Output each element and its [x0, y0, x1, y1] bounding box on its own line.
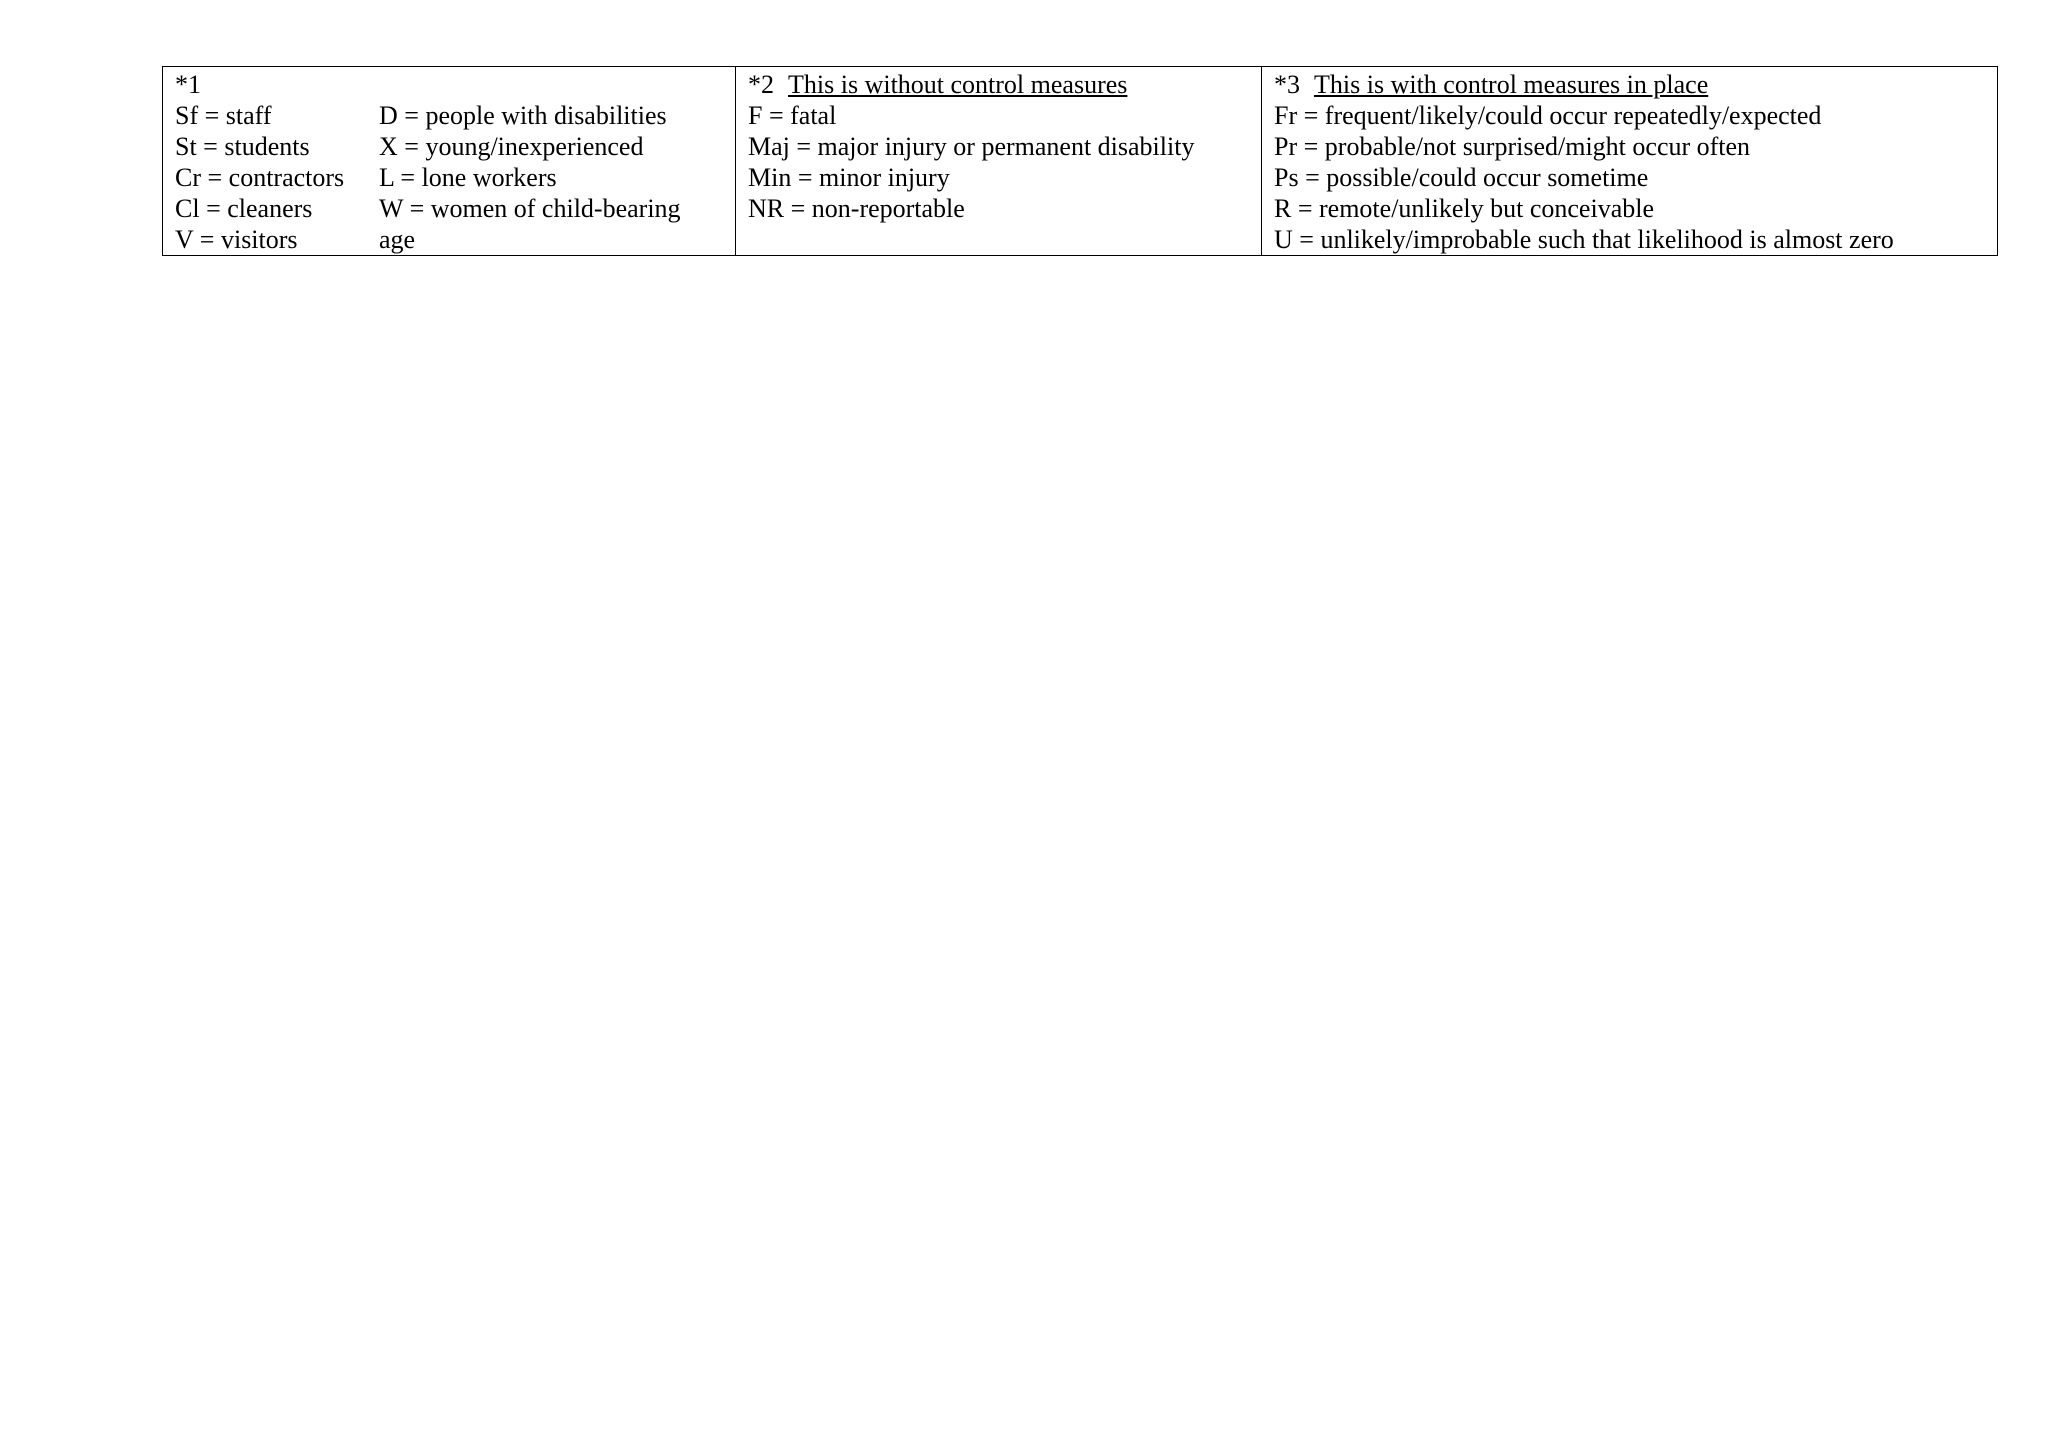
persons-item-staff: Sf = staff — [175, 101, 272, 130]
likelihood-item-possible: Ps = possible/could occur sometime — [1274, 163, 1649, 192]
key-table-row — [163, 67, 1998, 256]
persons-item-cleaners: Cl = cleaners — [175, 194, 313, 223]
severity-heading-number: *2 — [748, 70, 774, 99]
persons-item-contractors: Cr = contractors — [175, 163, 345, 192]
persons-item-young: X = young/inexperienced — [379, 132, 644, 161]
likelihood-item-unlikely: U = unlikely/improbable such that likelihood is almost zero — [1274, 225, 1894, 254]
likelihood-heading-number: *3 — [1274, 70, 1300, 99]
persons-item-students: St = students — [175, 132, 310, 161]
severity-item-fatal: F = fatal — [748, 101, 837, 130]
persons-item-lone-workers: L = lone workers — [379, 163, 557, 192]
likelihood-item-frequent: Fr = frequent/likely/could occur repeatedly/expected — [1274, 101, 1822, 130]
persons-item-disabilities: D = people with disabilities — [379, 101, 667, 130]
persons-heading: *1 — [175, 70, 201, 99]
persons-item-women: W = women of child-bearing — [379, 194, 681, 223]
severity-item-major: Maj = major injury or permanent disability — [748, 132, 1195, 161]
severity-heading — [748, 69, 1249, 100]
likelihood-item-remote: R = remote/unlikely but conceivable — [1274, 194, 1654, 223]
persons-at-risk-cell — [163, 67, 736, 256]
persons-item-visitors: V = visitors — [175, 225, 298, 254]
severity-item-non-reportable: NR = non-reportable — [748, 194, 965, 223]
likelihood-item-probable: Pr = probable/not surprised/might occur often — [1274, 132, 1751, 161]
persons-legend — [175, 100, 723, 255]
likelihood-heading-text: This is with control measures in place — [1314, 70, 1709, 99]
likelihood-cell — [1262, 67, 1998, 256]
severity-heading-text: This is without control measures — [788, 70, 1128, 99]
severity-cell — [736, 67, 1262, 256]
likelihood-heading — [1274, 69, 1985, 100]
risk-key-table — [162, 66, 1998, 256]
severity-item-minor: Min = minor injury — [748, 163, 950, 192]
persons-item-women-cont: age — [379, 225, 416, 254]
